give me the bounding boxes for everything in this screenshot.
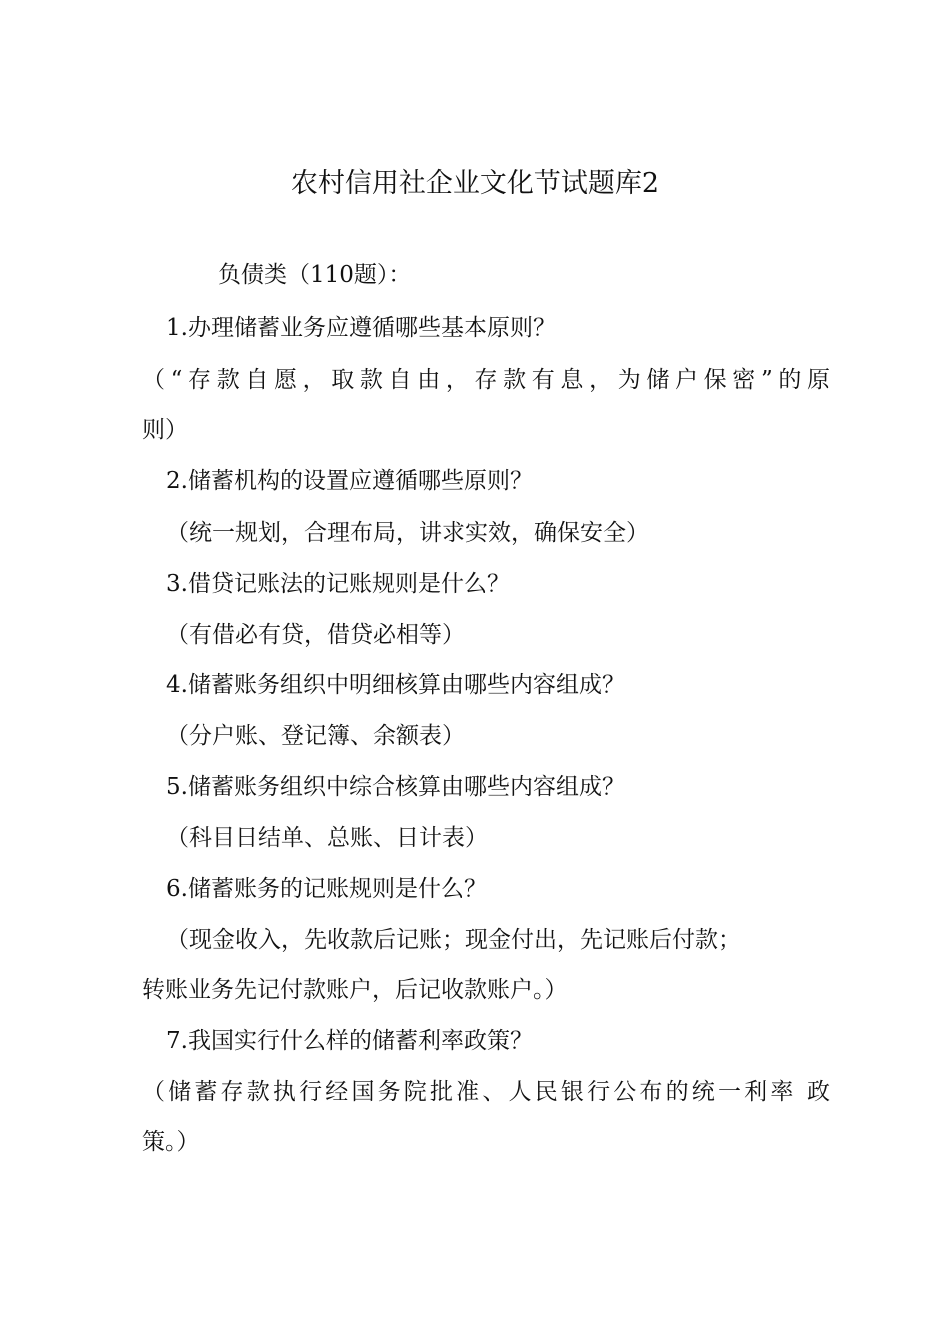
- answer-5: （科目日结单、总账、日计表）: [166, 825, 488, 851]
- answer-7-line-2: 策。）: [142, 1129, 200, 1155]
- answer-1-line-2: 则）: [142, 417, 188, 443]
- answer-2: （统一规划，合理布局，讲求实效，确保安全）: [166, 520, 649, 546]
- answer-7-line-1: （储蓄存款执行经国务院批准、人民银行公布的统一利率 政: [142, 1079, 830, 1105]
- answer-1-line-1: （“存款自愿，取款自由，存款有息，为储户保密”的原: [142, 367, 830, 393]
- document-title: 农村信用社企业文化节试题库2: [290, 168, 660, 199]
- question-1: 1.办理储蓄业务应遵循哪些基本原则？: [166, 315, 556, 341]
- question-5: 5.储蓄账务组织中综合核算由哪些内容组成？: [166, 774, 625, 800]
- question-6: 6.储蓄账务的记账规则是什么？: [166, 876, 487, 902]
- question-3: 3.借贷记账法的记账规则是什么？: [166, 571, 510, 597]
- answer-6-line-2: 转账业务先记付款账户，后记收款账户。）: [142, 977, 568, 1003]
- question-4: 4.储蓄账务组织中明细核算由哪些内容组成？: [166, 672, 625, 698]
- section-heading: 负债类（110题）：: [218, 262, 412, 288]
- question-7: 7.我国实行什么样的储蓄利率政策？: [166, 1028, 533, 1054]
- answer-3: （有借必有贷，借贷必相等）: [166, 622, 465, 648]
- answer-6-line-1: （现金收入，先收款后记账；现金付出，先记账后付款；: [166, 927, 741, 953]
- question-2: 2.储蓄机构的设置应遵循哪些原则？: [166, 468, 533, 494]
- answer-4: （分户账、登记簿、余额表）: [166, 723, 465, 749]
